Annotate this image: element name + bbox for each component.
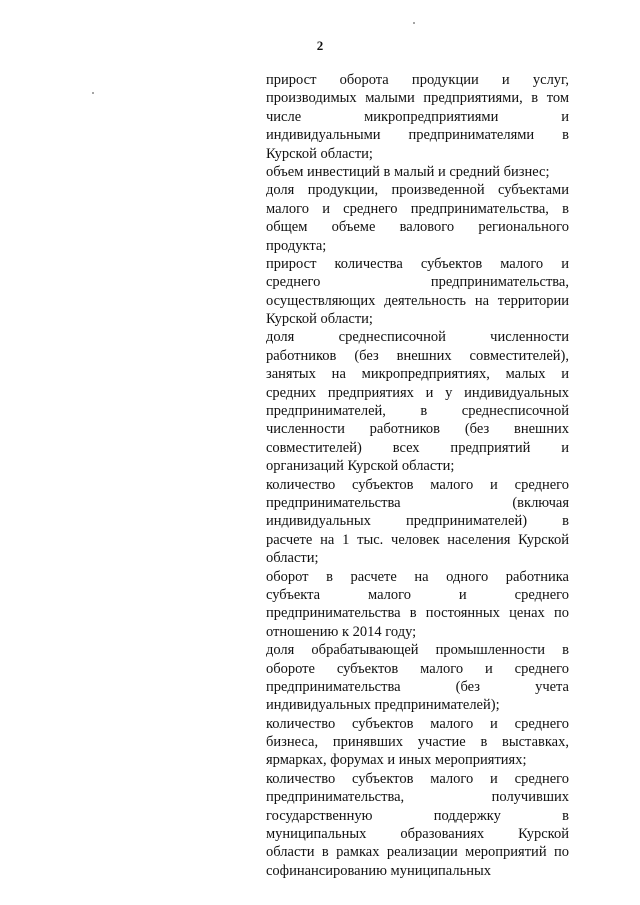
indicator-line: производимых малыми предприятиями, в том bbox=[266, 90, 569, 107]
indicator-line: количество субъектов малого и среднего bbox=[266, 715, 569, 732]
indicator-line: предпринимательства, получивших bbox=[266, 789, 569, 806]
indicator-line: ярмарках, форумах и иных мероприятиях; bbox=[266, 752, 527, 769]
indicator-line: предпринимательства (без учета bbox=[266, 678, 569, 695]
indicator-line: предпринимательства в постоянных ценах по bbox=[266, 605, 569, 622]
indicator-item bbox=[266, 181, 569, 255]
indicator-item bbox=[266, 641, 569, 715]
indicator-line: числе микропредприятиями и bbox=[266, 108, 569, 125]
indicator-line: индивидуальных предпринимателей); bbox=[266, 697, 500, 714]
document-text-column bbox=[266, 71, 569, 880]
indicator-line: предпринимательства (включая bbox=[266, 494, 569, 511]
indicator-line: государственную поддержку в bbox=[266, 807, 569, 824]
indicator-line: прирост оборота продукции и услуг, bbox=[266, 72, 569, 88]
indicator-line: малого и среднего предпринимательства, в bbox=[266, 200, 569, 217]
indicator-line: расчете на 1 тыс. человек населения Курской bbox=[266, 531, 569, 548]
indicator-line: индивидуальными предпринимателями в bbox=[266, 127, 569, 144]
page-number: 2 bbox=[316, 38, 324, 53]
indicator-line: доля продукции, произведенной субъектами bbox=[266, 182, 569, 199]
indicator-line: предпринимателей, в среднесписочной bbox=[266, 403, 569, 420]
indicator-line: осуществляющих деятельность на территории bbox=[266, 292, 569, 309]
indicator-line: прирост количества субъектов малого и bbox=[266, 255, 569, 272]
indicator-line: субъекта малого и среднего bbox=[266, 586, 569, 603]
indicator-line: доля обрабатывающей промышленности в bbox=[266, 642, 569, 659]
indicator-item bbox=[266, 255, 569, 329]
indicator-line: области; bbox=[266, 550, 319, 567]
indicator-line: объем инвестиций в малый и средний бизнес; bbox=[266, 163, 550, 180]
indicator-line: среднего предпринимательства, bbox=[266, 274, 569, 291]
indicator-item bbox=[266, 71, 569, 163]
indicator-line: отношению к 2014 году; bbox=[266, 623, 417, 640]
indicator-item bbox=[266, 715, 569, 770]
indicator-line: работников (без внешних совместителей), bbox=[266, 347, 569, 364]
indicator-line: бизнеса, принявших участие в выставках, bbox=[266, 734, 569, 751]
indicator-line: организаций Курской области; bbox=[266, 458, 455, 475]
indicator-line: средних предприятиях и у индивидуальных bbox=[266, 384, 569, 401]
scan-artifact-dot bbox=[413, 22, 415, 24]
indicator-item bbox=[266, 476, 569, 568]
scan-artifact-dot bbox=[92, 92, 94, 94]
indicator-line: доля среднесписочной численности bbox=[266, 329, 569, 346]
indicator-line: общем объеме валового регионального bbox=[266, 219, 569, 236]
indicator-line: количество субъектов малого и среднего bbox=[266, 770, 569, 787]
indicator-line: продукта; bbox=[266, 237, 327, 254]
indicator-line: области в рамках реализации мероприятий по bbox=[266, 844, 569, 861]
indicator-item bbox=[266, 163, 569, 181]
indicator-line: обороте субъектов малого и среднего bbox=[266, 660, 569, 677]
indicator-line: Курской области; bbox=[266, 311, 373, 328]
indicator-line: совместителей) всех предприятий и bbox=[266, 439, 569, 456]
indicator-line: Курской области; bbox=[266, 145, 373, 162]
indicator-line: занятых на микропредприятиях, малых и bbox=[266, 366, 569, 383]
indicator-line: муниципальных образованиях Курской bbox=[266, 826, 569, 843]
indicator-item bbox=[266, 568, 569, 642]
indicator-line: индивидуальных предпринимателей) в bbox=[266, 513, 569, 530]
indicator-item bbox=[266, 770, 569, 880]
indicator-line: количество субъектов малого и среднего bbox=[266, 476, 569, 493]
indicator-line: численности работников (без внешних bbox=[266, 421, 569, 438]
indicator-line: софинансированию муниципальных bbox=[266, 862, 491, 879]
indicator-line: оборот в расчете на одного работника bbox=[266, 568, 569, 585]
indicator-item bbox=[266, 328, 569, 475]
